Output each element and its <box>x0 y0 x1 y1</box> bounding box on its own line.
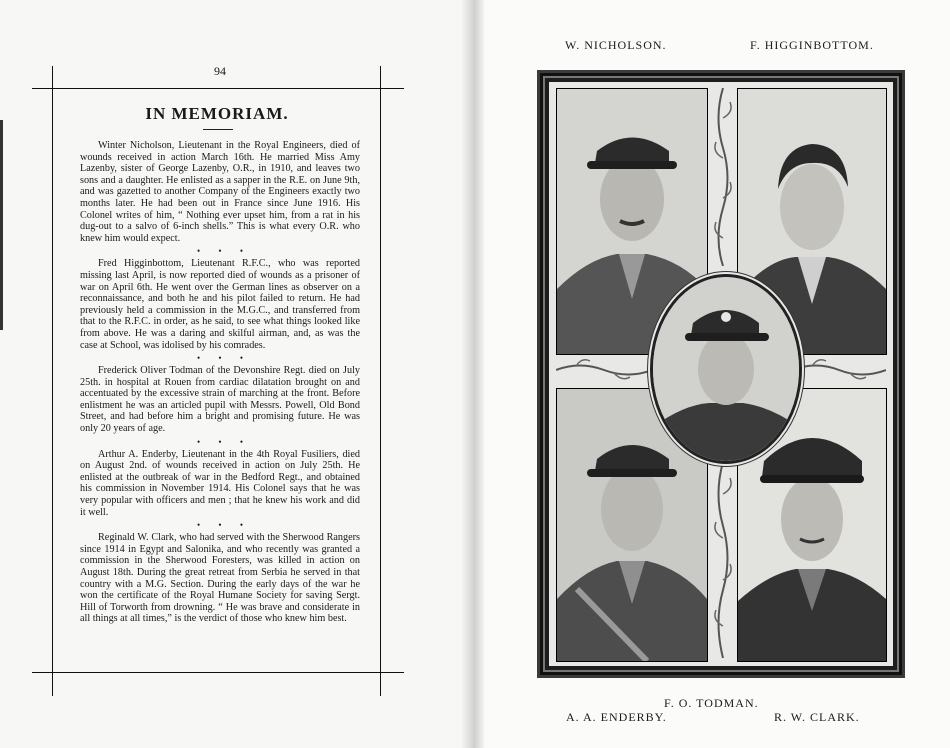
entry-nicholson: Winter Nicholson, Lieutenant in the Royal Engineers, died of wounds received in action March 16th. He married Miss Amy Lazenby, sister of George Lazenby, O.R., in 1910, and leaves two sons and a daughter. He enlisted as a sapper in the R.E. on June 9th, and was gazetted to another Company of the Engineers exactly two months later. He had been out in France since June 1916. His Colonel writes of him, “ Nothing ever upset him, from a rat in his dug-out to a salvo of 6-inch shells.” This is what every O.R. who knew him would expect. <box>80 140 360 244</box>
caption-nicholson: W. NICHOLSON. <box>565 38 667 52</box>
bottom-rule <box>32 672 404 673</box>
left-rule <box>52 66 53 696</box>
page-title: IN MEMORIAM. <box>145 104 289 123</box>
right-rule <box>380 66 381 696</box>
vine-ornament-right <box>792 357 886 383</box>
caption-higginbottom: F. HIGGINBOTTOM. <box>750 38 874 52</box>
portrait-todman <box>650 274 802 464</box>
entry-separator: • • • <box>197 353 251 364</box>
caption-enderby: A. A. ENDERBY. <box>566 710 667 724</box>
left-page <box>0 0 470 748</box>
entry-separator: • • • <box>197 436 251 447</box>
page-edge-shadow <box>0 120 3 330</box>
page-number: 94 <box>214 64 226 78</box>
memoriam-entries <box>80 140 360 625</box>
book-spine <box>462 0 484 748</box>
entry-separator: • • • <box>197 520 251 531</box>
caption-clark: R. W. CLARK. <box>774 710 860 724</box>
vine-ornament-top <box>710 88 736 266</box>
caption-todman: F. O. TODMAN. <box>664 696 759 710</box>
vine-ornament-left <box>556 357 652 383</box>
title-underline <box>203 129 233 130</box>
top-rule <box>32 88 404 89</box>
entry-separator: • • • <box>197 246 251 257</box>
vine-ornament-bottom <box>710 462 736 658</box>
entry-todman: Frederick Oliver Todman of the Devonshire Regt. died on July 25th. in hospital at Rouen from cardiac dilatation brought on and accentuated by the excessive strain of marching at the front. Before enlistment he was an articled pupil with Messrs. Powell, Old Bond Street, and had before him a bright and promising future. He was only 20 years of age. <box>80 365 360 435</box>
entry-enderby: Arthur A. Enderby, Lieutenant in the 4th Royal Fusiliers, died on August 2nd. of wounds received in action on July 25th. He enlisted at the outbreak of war in the Bedford Regt., and obtained his commission in November 1914. His Colonel says that he was very popular with officers and men ; that he knew his work and did it well. <box>80 448 360 518</box>
entry-clark: Reginald W. Clark, who had served with the Sherwood Rangers since 1914 in Egypt and Salonika, and who recently was granted a commission in the Sherwood Foresters, was killed in action on August 18th. During the great retreat from Serbia he served in that country with a M.G. Section. During the early days of the war he won the certificate of the Royal Humane Society for saving Sergt. Hill of Torworth from drowning. “ He was brave and considerate in all things at all times,” is the verdict of those who knew him best. <box>80 532 360 625</box>
entry-higginbottom: Fred Higginbottom, Lieutenant R.F.C., who was reported missing last April, is now reported died of wounds as a prisoner of war on April 6th. He went over the German lines as observer on a reconnaissance, and both he and his pilot failed to return. He had previously held a commission in the M.G.C., and transferred from that to the R.F.C. in order, as he said, to see what things looked like from above. He was a daring and skilful airman, and, as was the case at School, was idolised by his comrades. <box>80 258 360 351</box>
